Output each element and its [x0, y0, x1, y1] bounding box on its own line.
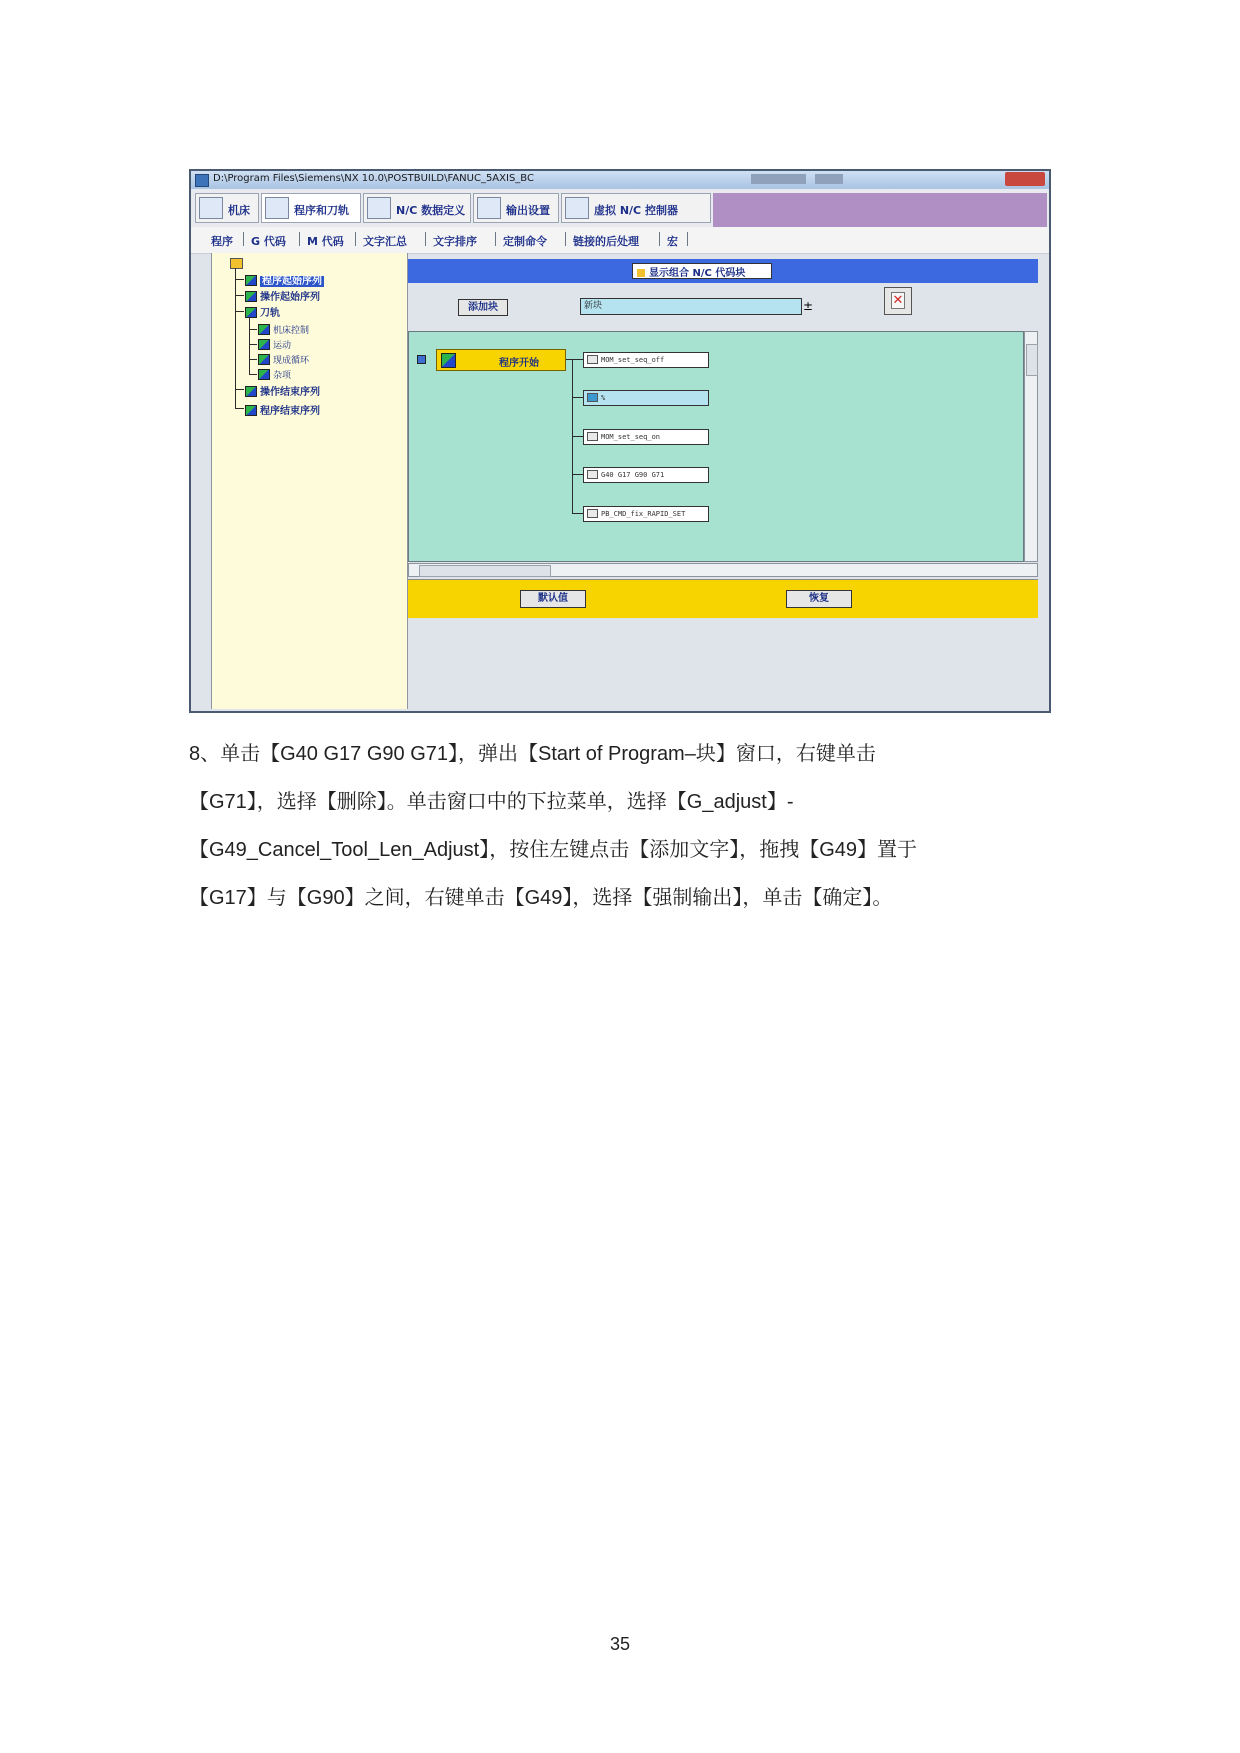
tree-item-misc[interactable] — [258, 368, 291, 381]
program-start-node[interactable] — [436, 349, 566, 371]
subtab-g-code[interactable]: G 代码 — [251, 235, 286, 248]
subtab-word-summary[interactable]: 文字汇总 — [363, 235, 407, 248]
paragraph-line: 8、单击【G40 G17 G90 G71】，弹出【Start of Program–块】窗口，右键单击 — [189, 743, 876, 765]
subtab-linked-posts[interactable]: 链接的后处理 — [573, 235, 639, 248]
block-pb-cmd-fix-rapid-set[interactable] — [583, 506, 709, 522]
tab-machine[interactable] — [195, 193, 259, 223]
paragraph-line: 【G49_Cancel_Tool_Len_Adjust】，按住左键点击【添加文字】，拖拽【G49】置于 — [189, 839, 917, 861]
header-bar — [408, 259, 1038, 283]
close-button[interactable] — [1005, 172, 1045, 186]
block-percent[interactable] — [583, 390, 709, 406]
combined-nc-blocks-toggle[interactable] — [632, 263, 772, 279]
folder-icon — [230, 258, 243, 269]
main-tabs — [191, 189, 1049, 227]
paragraph-line: 【G71】，选择【删除】。单击窗口中的下拉菜单，选择【G_adjust】- — [189, 791, 794, 813]
sequence-icon — [258, 324, 270, 335]
footer-bar — [408, 579, 1038, 618]
tab-virtual-nc-controller[interactable] — [561, 193, 711, 223]
tree-line — [235, 279, 244, 280]
separator — [565, 232, 566, 246]
tree-item-program-start[interactable] — [245, 272, 324, 287]
add-block-button[interactable]: 添加块 — [458, 299, 508, 316]
connector-line — [572, 397, 583, 398]
separator — [243, 232, 244, 246]
tree-item-label: 程序结束序列 — [260, 406, 320, 417]
separator — [687, 232, 688, 246]
dropdown-arrow-icon[interactable]: ± — [802, 299, 814, 313]
trash-icon: ✕ — [892, 293, 904, 308]
subtab-m-code[interactable]: M 代码 — [307, 235, 344, 248]
tree-line — [249, 329, 257, 330]
block-g40-g17-g90-g71[interactable] — [583, 467, 709, 483]
tab-label: 程序和刀轨 — [294, 204, 349, 217]
tree-line — [235, 268, 236, 408]
block-icon — [587, 393, 598, 402]
tab-label: 输出设置 — [506, 204, 550, 217]
connector-line — [572, 513, 583, 514]
scroll-thumb[interactable] — [419, 565, 551, 577]
sub-tabs — [191, 227, 1049, 254]
title-bar — [191, 171, 1049, 189]
tree-item-motion[interactable] — [258, 338, 291, 351]
tree-item-label: 运动 — [273, 341, 292, 351]
sequence-icon — [441, 353, 456, 368]
tree-item-label: 操作起始序列 — [260, 292, 320, 303]
tree-line — [235, 389, 244, 390]
checkbox-icon — [637, 269, 645, 277]
tab-output-settings[interactable] — [473, 193, 559, 223]
block-text: MOM_set_seq_off — [601, 356, 665, 364]
tree-item-label: 程序起始序列 — [262, 276, 322, 287]
sequence-icon — [258, 339, 270, 350]
tree-item-operation-start[interactable] — [245, 288, 320, 303]
connector-line — [566, 359, 583, 360]
tree-item-label: 杂项 — [273, 371, 292, 381]
sequence-icon — [245, 275, 257, 286]
tab-label: 机床 — [228, 204, 250, 217]
tree-line — [249, 374, 257, 375]
sequence-icon — [245, 291, 257, 302]
machine-icon — [199, 197, 223, 219]
tree-item-operation-end[interactable] — [245, 383, 320, 398]
sequence-icon — [245, 386, 257, 397]
paragraph-line: 【G17】与【G90】之间，右键单击【G49】，选择【强制输出】，单击【确定】。 — [189, 887, 893, 909]
tree-item-canned-cycles[interactable] — [258, 353, 309, 366]
block-mom-set-seq-on[interactable] — [583, 429, 709, 445]
horizontal-scrollbar[interactable] — [408, 563, 1038, 577]
page-number: 35 — [609, 1634, 631, 1654]
tree-line — [249, 317, 250, 375]
tab-label: N/C 数据定义 — [396, 204, 466, 217]
separator — [299, 232, 300, 246]
minimize-button[interactable] — [751, 174, 806, 184]
command-icon — [587, 355, 598, 364]
postbuilder-window — [189, 169, 1051, 713]
subtab-program[interactable]: 程序 — [211, 235, 233, 248]
block-text: MOM_set_seq_on — [601, 433, 661, 441]
subtab-word-sequencing[interactable]: 文字排序 — [433, 235, 477, 248]
window-title: D:\Program Files\Siemens\NX 10.0\POSTBUILD\FANUC_5AXIS_BC — [213, 173, 534, 184]
separator — [355, 232, 356, 246]
trash-button[interactable] — [884, 287, 912, 315]
program-icon — [265, 197, 289, 219]
separator — [659, 232, 660, 246]
tab-program-toolpath[interactable] — [261, 193, 361, 223]
tree-item-label: 刀轨 — [260, 308, 280, 319]
tree-item-machine-control[interactable] — [258, 323, 309, 336]
root-label: 程序开始 — [499, 358, 539, 369]
sequence-icon — [245, 405, 257, 416]
sequence-icon — [245, 307, 257, 318]
block-mom-set-seq-off[interactable] — [583, 352, 709, 368]
tree-line — [235, 295, 244, 296]
restore-button[interactable]: 恢复 — [786, 590, 852, 608]
tree-line — [235, 311, 244, 312]
block-text: G40 G17 G90 G71 — [601, 471, 665, 479]
default-button[interactable]: 默认值 — [520, 590, 586, 608]
tree-line — [235, 408, 244, 409]
sequence-icon — [258, 369, 270, 380]
tab-label: 虚拟 N/C 控制器 — [594, 204, 678, 217]
connector-line — [572, 474, 583, 475]
tab-nc-data-definition[interactable] — [363, 193, 471, 223]
tree-item-label: 现成循环 — [273, 356, 310, 366]
sequence-icon — [258, 354, 270, 365]
tree-item-toolpath[interactable] — [245, 304, 280, 319]
block-text: PB_CMD_fix_RAPID_SET — [601, 510, 686, 518]
tree-line — [249, 359, 257, 360]
scroll-thumb[interactable] — [1026, 344, 1038, 376]
toggle-label: 显示组合 N/C 代码块 — [649, 268, 746, 279]
block-select[interactable]: 新块 — [580, 298, 802, 315]
block-text: % — [601, 394, 606, 402]
subtab-macro[interactable]: 宏 — [667, 235, 678, 248]
separator — [495, 232, 496, 246]
block-canvas — [408, 331, 1024, 562]
block-icon — [587, 470, 598, 479]
collapse-toggle[interactable] — [417, 355, 426, 364]
tree-item-label: 机床控制 — [273, 326, 310, 336]
command-icon — [587, 509, 598, 518]
app-icon — [195, 174, 209, 187]
sequence-tree — [211, 253, 408, 709]
chart-icon — [565, 197, 589, 219]
separator — [425, 232, 426, 246]
block-editor-panel — [408, 253, 1049, 713]
tree-line — [249, 344, 257, 345]
maximize-button[interactable] — [815, 174, 843, 184]
tree-item-label: 操作结束序列 — [260, 387, 320, 398]
tab-strip-fill — [713, 193, 1047, 227]
nc-data-icon — [367, 197, 391, 219]
instruction-paragraph — [189, 742, 1059, 934]
command-icon — [587, 432, 598, 441]
subtab-custom-command[interactable]: 定制命令 — [503, 235, 547, 248]
output-icon — [477, 197, 501, 219]
connector-line — [572, 436, 583, 437]
vertical-scrollbar[interactable] — [1024, 331, 1038, 562]
tree-item-program-end[interactable] — [245, 402, 320, 417]
